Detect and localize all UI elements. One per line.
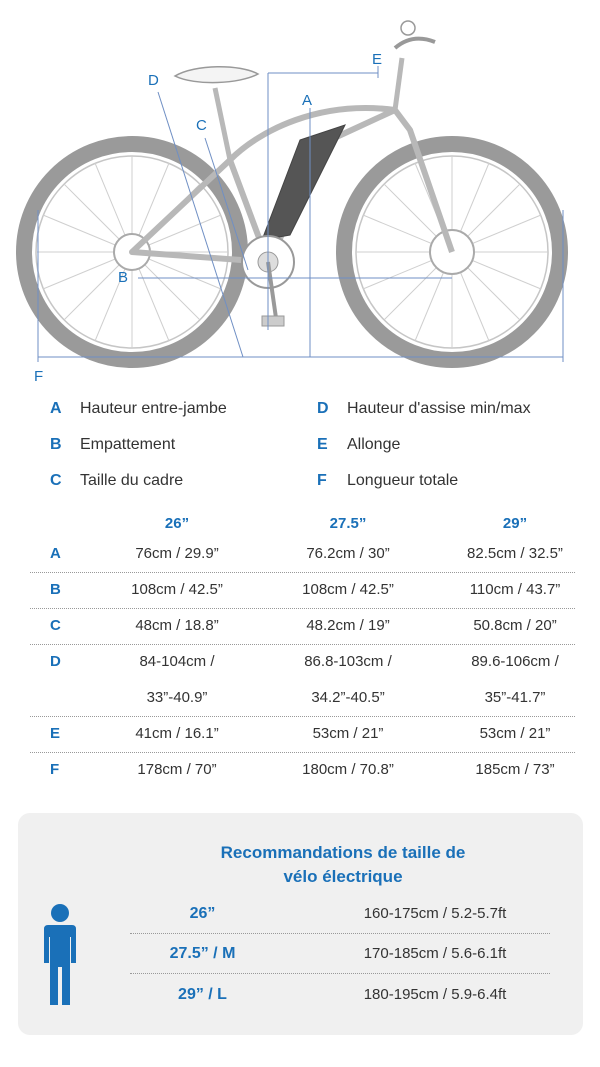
legend-key: B	[50, 436, 62, 453]
table-cell: 33”-40.9”	[146, 689, 208, 706]
recommendation-title-line1: Recommandations de taille de	[220, 843, 466, 862]
table-cell: 50.8cm / 20”	[473, 617, 557, 634]
legend-text: Hauteur entre-jambe	[80, 400, 227, 417]
table-cell: 34.2”-40.5”	[311, 689, 385, 706]
height-range: 180-195cm / 5.9-6.4ft	[363, 986, 507, 1003]
legend-key: A	[50, 400, 62, 417]
table-cell: 89.6-106cm /	[471, 653, 559, 670]
legend-key: D	[317, 400, 329, 417]
table-cell: 108cm / 42.5”	[302, 581, 394, 598]
dim-label-d: D	[148, 72, 159, 89]
dim-label-b: B	[118, 269, 129, 286]
dim-label-a: A	[302, 92, 313, 109]
row-divider	[30, 752, 575, 753]
table-cell: 178cm / 70”	[137, 761, 217, 778]
table-cell: 48cm / 18.8”	[135, 617, 219, 634]
table-cell: 84-104cm /	[139, 653, 215, 670]
legend-key: F	[317, 472, 327, 489]
size-recommendation-panel	[18, 813, 583, 1035]
row-divider	[30, 608, 575, 609]
row-divider	[30, 572, 575, 573]
table-cell: 35”-41.7”	[484, 689, 546, 706]
table-cell: 86.8-103cm /	[304, 653, 392, 670]
table-cell: 76.2cm / 30”	[306, 545, 390, 562]
legend-text: Hauteur d'assise min/max	[347, 400, 531, 417]
row-key: F	[50, 761, 60, 778]
row-divider	[30, 644, 575, 645]
row-divider	[130, 973, 550, 974]
bike-diagram	[0, 0, 600, 390]
dim-label-f: F	[34, 368, 44, 385]
column-header-27-5: 27.5”	[329, 515, 367, 532]
bike-size: 27.5” / M	[169, 945, 236, 962]
legend-text: Taille du cadre	[80, 472, 184, 489]
legend-text: Empattement	[80, 436, 176, 453]
recommendation-title-line2: vélo électrique	[283, 867, 403, 886]
row-divider	[30, 716, 575, 717]
row-key: B	[50, 581, 61, 598]
bike-illustration	[0, 0, 600, 390]
row-key: C	[50, 617, 61, 634]
recommendation-row	[130, 945, 550, 985]
legend-key: C	[50, 472, 62, 489]
legend-key: E	[317, 436, 328, 453]
table-cell: 185cm / 73”	[475, 761, 555, 778]
table-cell: 48.2cm / 19”	[306, 617, 390, 634]
legend-text: Longueur totale	[347, 472, 459, 489]
table-cell: 53cm / 21”	[479, 725, 551, 742]
row-key: E	[50, 725, 61, 742]
height-range: 160-175cm / 5.2-5.7ft	[363, 905, 507, 922]
table-cell: 180cm / 70.8”	[302, 761, 394, 778]
table-cell: 110cm / 43.7”	[469, 581, 561, 598]
table-cell: 53cm / 21”	[312, 725, 384, 742]
row-key: D	[50, 653, 61, 670]
recommendation-title	[168, 841, 518, 889]
recommendation-row	[130, 905, 550, 945]
bike-size: 26”	[189, 905, 216, 922]
height-range: 170-185cm / 5.6-6.1ft	[363, 945, 507, 962]
table-cell: 82.5cm / 32.5”	[467, 545, 563, 562]
column-header-29: 29”	[502, 515, 528, 532]
row-divider	[130, 933, 550, 934]
legend-text: Allonge	[347, 436, 401, 453]
dim-label-c: C	[196, 117, 207, 134]
row-key: A	[50, 545, 61, 562]
person-icon	[40, 903, 80, 1007]
bike-size: 29” / L	[178, 986, 227, 1003]
column-header-26: 26”	[164, 515, 190, 532]
recommendation-row	[130, 986, 550, 1026]
table-cell: 41cm / 16.1”	[135, 725, 219, 742]
table-cell: 76cm / 29.9”	[135, 545, 219, 562]
table-cell: 108cm / 42.5”	[131, 581, 223, 598]
dim-label-e: E	[372, 51, 383, 68]
